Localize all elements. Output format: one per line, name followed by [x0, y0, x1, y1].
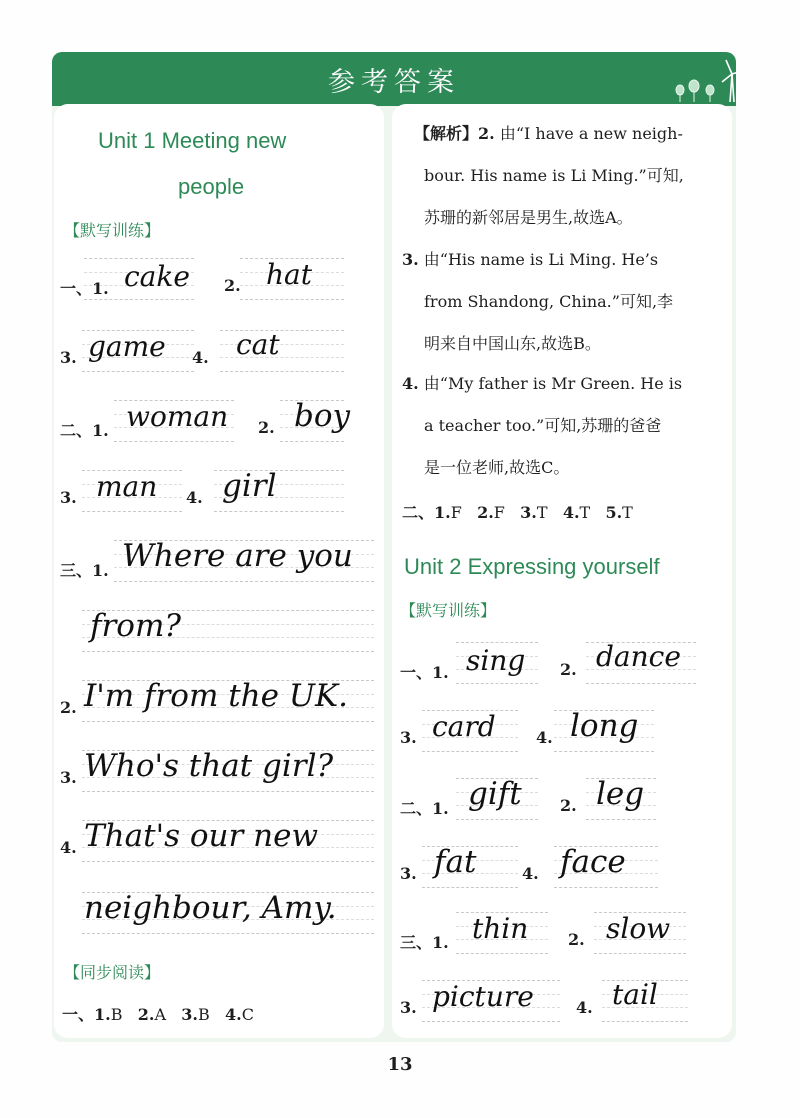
- answer-num: 3.: [181, 1005, 198, 1024]
- page-number: 13: [387, 1054, 413, 1075]
- answer-num: 1.: [94, 1005, 111, 1024]
- item-number: 4.: [402, 374, 419, 393]
- item-number: 3.: [60, 348, 77, 367]
- item-number: 4.: [186, 488, 203, 507]
- answer-sentence: from?: [90, 608, 181, 644]
- answer-word: leg: [596, 776, 645, 812]
- item-number: 3.: [400, 728, 417, 747]
- item-number: 4.: [522, 864, 539, 883]
- answer-word: picture: [432, 980, 534, 1013]
- item-number: 4.: [536, 728, 553, 747]
- answer-word: long: [570, 708, 639, 744]
- analysis-p3-line1: [402, 250, 658, 270]
- answer-value: T: [622, 503, 633, 522]
- answer-num: 2.: [137, 1005, 155, 1024]
- windmill-trees-icon: [666, 56, 756, 104]
- analysis-text: 明来自中国山东,故选B。: [424, 334, 601, 353]
- unit1-title-cont: people: [178, 174, 245, 199]
- analysis-p4-line1: [402, 374, 682, 394]
- analysis-text: 由“His name is Li Ming. He’s: [423, 250, 659, 269]
- item-number: 2.: [478, 124, 495, 143]
- answer-word: man: [96, 470, 158, 503]
- answer-value: B: [110, 1005, 123, 1024]
- item-number: 三、1.: [400, 933, 449, 952]
- answer-word: hat: [266, 258, 312, 291]
- analysis-tag: 【解析】: [414, 124, 479, 143]
- answer-word: boy: [294, 398, 351, 434]
- answer-value: F: [493, 503, 505, 522]
- answer-word: girl: [222, 468, 277, 504]
- answer-num: 4.: [562, 503, 580, 522]
- answer-sentence: Where are you: [122, 538, 353, 574]
- item-number: 2.: [568, 930, 585, 949]
- item-number: 4.: [192, 348, 209, 367]
- item-number: 3.: [60, 768, 77, 787]
- answer-word: cake: [124, 260, 190, 293]
- unit1-title: Unit 1 Meeting new: [98, 128, 287, 153]
- answer-value: C: [241, 1005, 254, 1024]
- answer-sentence: Who's that girl?: [84, 748, 334, 784]
- answer-prefix: 一、: [62, 1005, 95, 1024]
- answer-word: fat: [434, 844, 477, 880]
- answer-value: F: [450, 503, 462, 522]
- item-number: 3.: [60, 488, 77, 507]
- answer-word: woman: [126, 400, 229, 433]
- answer-word: sing: [466, 644, 526, 677]
- item-number: 一、1.: [60, 279, 109, 298]
- item-number: 二、1.: [60, 421, 109, 440]
- answer-num: 1.: [434, 503, 451, 522]
- item-number: 2.: [60, 698, 77, 717]
- analysis-text: 由“My father is Mr Green. He is: [423, 374, 683, 393]
- item-number: 2.: [560, 796, 577, 815]
- item-number: 4.: [576, 998, 593, 1017]
- item-number: 3.: [402, 250, 419, 269]
- reading-answers: [62, 1002, 254, 1025]
- unit2-title: Unit 2 Expressing yourself: [404, 554, 660, 579]
- answer-num: 4.: [225, 1005, 242, 1024]
- item-number: 2.: [258, 418, 275, 437]
- right-column: [392, 104, 732, 1038]
- item-number: 3.: [400, 998, 417, 1017]
- answer-sentence: neighbour, Amy.: [84, 890, 337, 926]
- answer-word: thin: [472, 912, 529, 945]
- item-number: 三、1.: [60, 561, 109, 580]
- answer-word: gift: [468, 776, 522, 812]
- analysis-text: a teacher too.”可知,苏珊的爸爸: [424, 416, 662, 435]
- analysis-text: bour. His name is Li Ming.”可知,: [424, 166, 684, 185]
- answer-value: T: [579, 503, 591, 522]
- answer-word: dance: [596, 640, 681, 673]
- answer-word: face: [560, 844, 626, 880]
- answer-prefix: 二、: [402, 503, 435, 522]
- left-column: [54, 104, 384, 1038]
- analysis-text: from Shandong, China.”可知,李: [424, 292, 674, 311]
- reading-tag: 【同步阅读】: [64, 963, 161, 982]
- answer-value: T: [536, 503, 548, 522]
- answer-value: A: [154, 1005, 167, 1024]
- analysis-p2-line1: [414, 124, 683, 144]
- analysis-text: 由“I have a new neigh-: [499, 124, 683, 143]
- item-number: 一、1.: [400, 663, 449, 682]
- answer-word: tail: [612, 978, 658, 1011]
- item-number: 4.: [60, 838, 77, 857]
- answer-sentence: That's our new: [84, 818, 319, 854]
- analysis-text: 苏珊的新邻居是男生,故选A。: [424, 208, 633, 227]
- answer-word: cat: [236, 328, 280, 361]
- item-number: 2.: [224, 276, 241, 295]
- answer-num: 5.: [605, 503, 623, 522]
- page-title: 参考答案: [328, 67, 460, 98]
- dictation-tag: 【默写训练】: [64, 221, 161, 240]
- answer-word: game: [88, 330, 166, 363]
- header-banner: [52, 52, 736, 106]
- answer-word: slow: [606, 912, 671, 945]
- tf-answers: [402, 500, 633, 523]
- dictation-tag: 【默写训练】: [400, 601, 497, 620]
- answer-sentence: I'm from the UK.: [84, 678, 348, 714]
- answer-value: B: [197, 1005, 210, 1024]
- item-number: 3.: [400, 864, 417, 883]
- item-number: 二、1.: [400, 799, 449, 818]
- answer-word: card: [432, 710, 496, 743]
- answer-num: 3.: [520, 503, 537, 522]
- item-number: 2.: [560, 660, 577, 679]
- answer-num: 2.: [477, 503, 494, 522]
- analysis-text: 是一位老师,故选C。: [424, 458, 570, 477]
